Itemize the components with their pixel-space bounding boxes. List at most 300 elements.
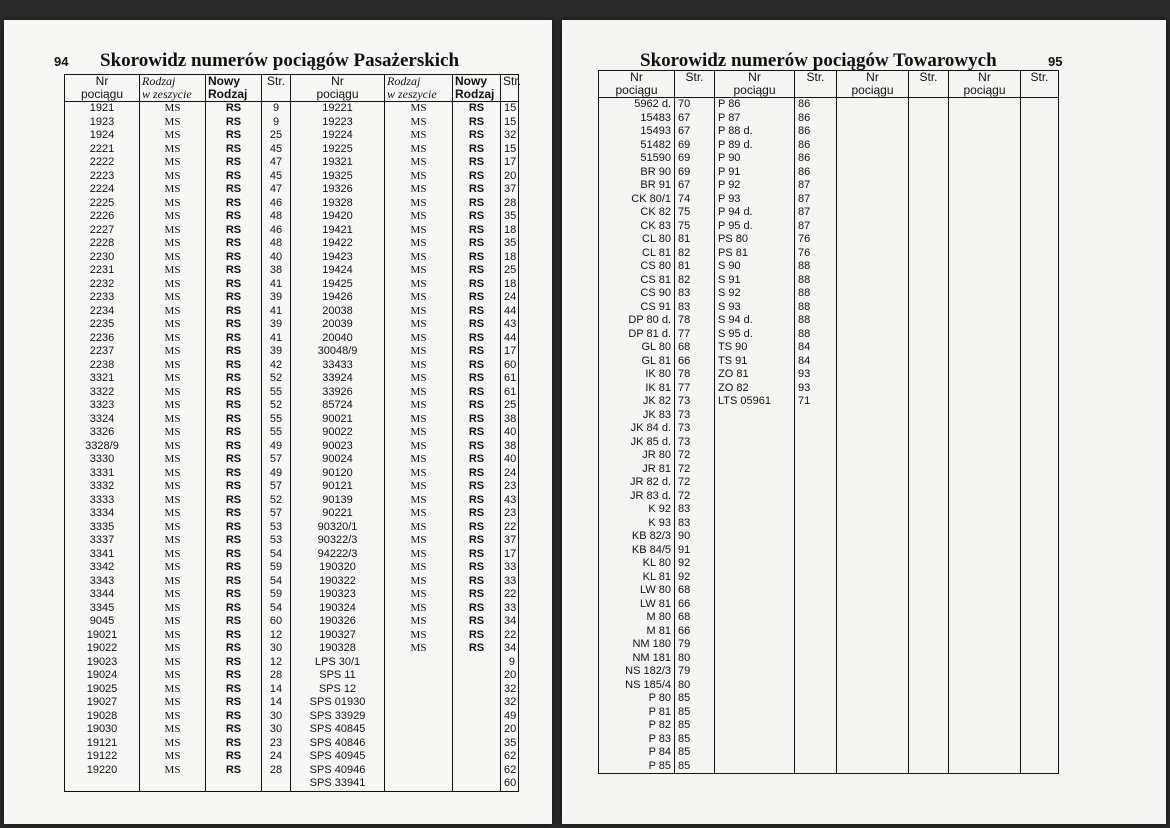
cell-rodzaj: MS [140,494,206,508]
cell-nr-3 [837,598,909,612]
cell-nr-2: 19420 [291,210,385,224]
cell-str-4 [1021,503,1059,517]
cell-nr-4 [949,571,1021,585]
cell-nr-4 [949,314,1021,328]
cell-nr-2: 19421 [291,224,385,238]
cell-nr-3 [837,760,909,774]
cell-str-2 [795,503,837,517]
table-row [599,260,1059,274]
cell-nowy-rodzaj-2: RS [453,494,501,508]
cell-nr: CL 81 [599,247,675,261]
cell-nr-2 [715,449,795,463]
cell-nr-3 [837,328,909,342]
cell-nowy-rodzaj-2: RS [453,156,501,170]
table-row [599,247,1059,261]
cell-nr-2 [715,503,795,517]
cell-nowy-rodzaj-2: RS [453,426,501,440]
cell-str: 12 [262,656,291,670]
cell-nr-2 [715,557,795,571]
cell-nr: 3337 [65,534,140,548]
cell-nr: M 81 [599,625,675,639]
table-row [599,139,1059,153]
cell-nr: LW 81 [599,598,675,612]
cell-nr-3 [837,625,909,639]
cell-nr-2: SPS 11 [291,669,385,683]
cell-str-2: 93 [795,368,837,382]
cell-str-2: 87 [795,179,837,193]
cell-nowy-rodzaj-2 [453,710,501,724]
cell-str: 72 [675,449,715,463]
cell-nr-4 [949,139,1021,153]
cell-nr: 2233 [65,291,140,305]
cell-str-2: 33 [501,575,519,589]
cell-nr: P 82 [599,719,675,733]
cell-rodzaj-2: MS [385,318,453,332]
cell-nr: 51482 [599,139,675,153]
cell-str-3 [909,719,949,733]
cell-nowy-rodzaj-2 [453,737,501,751]
cell-nr-2: 85724 [291,399,385,413]
cell-nowy-rodzaj-2: RS [453,291,501,305]
cell-str-2: 76 [795,233,837,247]
cell-nowy-rodzaj-2: RS [453,345,501,359]
cell-rodzaj: MS [140,237,206,251]
cell-nowy-rodzaj: RS [206,480,262,494]
cell-rodzaj: MS [140,764,206,778]
cell-nowy-rodzaj-2: RS [453,399,501,413]
cell-nr-2: P 86 [715,98,795,112]
cell-nr-2: P 89 d. [715,139,795,153]
cell-str-4 [1021,382,1059,396]
cell-nr-2: 90320/1 [291,521,385,535]
cell-nr-2: ZO 82 [715,382,795,396]
cell-rodzaj: MS [140,426,206,440]
table-row [599,125,1059,139]
cell-str: 66 [675,355,715,369]
cell-nowy-rodzaj-2: RS [453,129,501,143]
table-row [599,193,1059,207]
table-row [65,278,519,292]
cell-str-3 [909,409,949,423]
header-rodzaj: Rodzaj w zeszycie [140,75,206,102]
table-row [599,409,1059,423]
cell-str: 48 [262,210,291,224]
header-nr-4: Nr pociągu [949,71,1021,98]
cell-nr-2: SPS 40945 [291,750,385,764]
cell-rodzaj-2: MS [385,386,453,400]
cell-nr-4 [949,355,1021,369]
cell-nr-4 [949,260,1021,274]
cell-nr-2: 190328 [291,642,385,656]
cell-str: 67 [675,125,715,139]
cell-str-4 [1021,139,1059,153]
cell-str-2: 44 [501,305,519,319]
cell-nowy-rodzaj-2: RS [453,386,501,400]
cell-str-3 [909,436,949,450]
cell-str-3 [909,557,949,571]
cell-nr: 2225 [65,197,140,211]
cell-nowy-rodzaj: RS [206,521,262,535]
cell-nr-3 [837,179,909,193]
cell-nr: 1924 [65,129,140,143]
cell-str: 73 [675,422,715,436]
cell-str-4 [1021,409,1059,423]
cell-nowy-rodzaj: RS [206,129,262,143]
cell-nr: JR 83 d. [599,490,675,504]
cell-nowy-rodzaj: RS [206,534,262,548]
cell-str-3 [909,247,949,261]
cell-str-2 [795,490,837,504]
table-row [599,598,1059,612]
cell-nowy-rodzaj: RS [206,764,262,778]
table-row [65,426,519,440]
cell-nr: 3326 [65,426,140,440]
cell-rodzaj-2: MS [385,480,453,494]
cell-nr-2: SPS 40946 [291,764,385,778]
cell-rodzaj-2: MS [385,561,453,575]
cell-str-4 [1021,652,1059,666]
cell-nr-2: S 94 d. [715,314,795,328]
cell-str-4 [1021,274,1059,288]
cell-nr-3 [837,233,909,247]
cell-rodzaj: MS [140,359,206,373]
cell-str-3 [909,638,949,652]
cell-str: 55 [262,426,291,440]
cell-str-2: 88 [795,314,837,328]
cell-str-3 [909,625,949,639]
cell-nr-3 [837,409,909,423]
passenger-trains-table [64,74,522,792]
cell-str: 48 [262,237,291,251]
cell-nr-4 [949,665,1021,679]
cell-str-2: 60 [501,359,519,373]
table-row [65,507,519,521]
cell-nowy-rodzaj: RS [206,386,262,400]
cell-str-3 [909,665,949,679]
cell-nr-2: S 93 [715,301,795,315]
cell-nowy-rodzaj: RS [206,332,262,346]
cell-nr: 3330 [65,453,140,467]
cell-nr: 19121 [65,737,140,751]
cell-str-4 [1021,112,1059,126]
cell-nr: 2224 [65,183,140,197]
cell-str: 69 [675,166,715,180]
cell-nowy-rodzaj-2: RS [453,453,501,467]
cell-nr-2 [715,719,795,733]
cell-nr-4 [949,368,1021,382]
cell-nr: JK 84 d. [599,422,675,436]
cell-nr-4 [949,193,1021,207]
cell-str-4 [1021,746,1059,760]
cell-str-2: 61 [501,372,519,386]
cell-str-2: 88 [795,274,837,288]
cell-str-2: 76 [795,247,837,261]
cell-rodzaj: MS [140,399,206,413]
cell-str-2: 17 [501,156,519,170]
cell-str-2: 22 [501,588,519,602]
cell-nr-2 [715,530,795,544]
cell-rodzaj: MS [140,696,206,710]
cell-rodzaj: MS [140,251,206,265]
cell-nowy-rodzaj: RS [206,278,262,292]
cell-nr-4 [949,98,1021,112]
cell-rodzaj: MS [140,305,206,319]
table-row [65,183,519,197]
cell-str-2: 34 [501,615,519,629]
cell-str-3 [909,260,949,274]
cell-rodzaj-2: MS [385,507,453,521]
cell-nr-2: P 88 d. [715,125,795,139]
cell-nr-3 [837,98,909,112]
table-row [599,746,1059,760]
cell-str-2: 86 [795,166,837,180]
cell-rodzaj: MS [140,683,206,697]
cell-nr-4 [949,598,1021,612]
cell-nr-3 [837,638,909,652]
cell-nowy-rodzaj: RS [206,750,262,764]
cell-nowy-rodzaj: RS [206,291,262,305]
cell-str-4 [1021,679,1059,693]
table-row [599,665,1059,679]
cell-str-4 [1021,355,1059,369]
cell-str: 49 [262,467,291,481]
table-row [599,611,1059,625]
cell-rodzaj-2: MS [385,453,453,467]
cell-str: 75 [675,206,715,220]
cell-rodzaj-2: MS [385,372,453,386]
cell-str-2 [795,557,837,571]
table-row [65,440,519,454]
cell-rodzaj: MS [140,521,206,535]
cell-nr-4 [949,557,1021,571]
cell-nr: IK 80 [599,368,675,382]
cell-str-4 [1021,422,1059,436]
cell-str-4 [1021,341,1059,355]
cell-str: 66 [675,625,715,639]
cell-str: 54 [262,575,291,589]
cell-nr-2: 19325 [291,170,385,184]
cell-str-2: 35 [501,737,519,751]
cell-str-2 [795,625,837,639]
table-row [599,328,1059,342]
cell-nowy-rodzaj: RS [206,669,262,683]
cell-nr: 19030 [65,723,140,737]
cell-rodzaj: MS [140,156,206,170]
cell-str-3 [909,139,949,153]
cell-str: 59 [262,588,291,602]
cell-nr: 19025 [65,683,140,697]
table-row [65,480,519,494]
cell-rodzaj-2: MS [385,237,453,251]
cell-str: 57 [262,480,291,494]
cell-str: 42 [262,359,291,373]
cell-nowy-rodzaj: RS [206,197,262,211]
page-number-right: 95 [1048,54,1063,69]
cell-nowy-rodzaj-2: RS [453,629,501,643]
table-row [599,206,1059,220]
cell-nr-3 [837,503,909,517]
cell-nr-3 [837,314,909,328]
cell-str-4 [1021,395,1059,409]
cell-str: 38 [262,264,291,278]
cell-nr-3 [837,692,909,706]
cell-str: 73 [675,436,715,450]
cell-rodzaj: MS [140,102,206,116]
cell-str-4 [1021,152,1059,166]
cell-nowy-rodzaj: RS [206,318,262,332]
cell-nr: NM 180 [599,638,675,652]
cell-nowy-rodzaj-2: RS [453,480,501,494]
cell-str: 68 [675,341,715,355]
cell-rodzaj-2: MS [385,534,453,548]
cell-nr: 3342 [65,561,140,575]
cell-nr-4 [949,692,1021,706]
cell-nr-2: SPS 33929 [291,710,385,724]
cell-nr-4 [949,544,1021,558]
cell-nowy-rodzaj: RS [206,548,262,562]
cell-str-2 [795,760,837,774]
cell-str-4 [1021,557,1059,571]
table-row [599,530,1059,544]
cell-str-3 [909,598,949,612]
cell-nr-2: 190326 [291,615,385,629]
cell-nowy-rodzaj: RS [206,251,262,265]
cell-nr-4 [949,463,1021,477]
cell-str-4 [1021,571,1059,585]
cell-str-3 [909,233,949,247]
cell-nowy-rodzaj-2: RS [453,372,501,386]
cell-str: 47 [262,156,291,170]
cell-rodzaj: MS [140,264,206,278]
header-nr: Nr pociągu [65,75,140,102]
cell-str-2 [795,706,837,720]
cell-str: 46 [262,224,291,238]
cell-nr-2: 90322/3 [291,534,385,548]
cell-nowy-rodzaj-2: RS [453,183,501,197]
cell-str-3 [909,220,949,234]
cell-str-2: 62 [501,750,519,764]
cell-nowy-rodzaj: RS [206,453,262,467]
cell-str-2 [795,463,837,477]
table-row [599,638,1059,652]
table-row [65,683,519,697]
cell-str-2: 86 [795,98,837,112]
cell-nowy-rodzaj: RS [206,183,262,197]
cell-nr-2: SPS 33941 [291,777,385,791]
cell-nr-2 [715,476,795,490]
cell-nr-2: P 93 [715,193,795,207]
cell-str: 81 [675,233,715,247]
cell-str-2: 37 [501,534,519,548]
cell-nr: P 85 [599,760,675,774]
cell-nr-4 [949,517,1021,531]
cell-str-2: 22 [501,629,519,643]
cell-nr: 2231 [65,264,140,278]
cell-str: 69 [675,139,715,153]
table-row [65,102,519,116]
cell-str-2: 18 [501,278,519,292]
cell-str-3 [909,368,949,382]
cell-nr-3 [837,611,909,625]
cell-rodzaj: MS [140,561,206,575]
cell-str: 67 [675,179,715,193]
table-row [65,224,519,238]
cell-nr-4 [949,436,1021,450]
cell-nr-2: 19221 [291,102,385,116]
cell-nr-3 [837,301,909,315]
cell-nr-4 [949,112,1021,126]
cell-nowy-rodzaj: RS [206,224,262,238]
page-title-left: Skorowidz numerów pociągów Pasażerskich [100,50,460,71]
cell-rodzaj-2: MS [385,210,453,224]
cell-str: 72 [675,476,715,490]
cell-str: 9 [262,116,291,130]
cell-nr-2: P 90 [715,152,795,166]
table-row [599,368,1059,382]
cell-rodzaj-2: MS [385,102,453,116]
cell-nowy-rodzaj-2: RS [453,588,501,602]
cell-str: 85 [675,733,715,747]
cell-nr-4 [949,341,1021,355]
cell-nr-3 [837,152,909,166]
cell-rodzaj: MS [140,642,206,656]
table-row [599,301,1059,315]
cell-nr: 2236 [65,332,140,346]
cell-rodzaj-2: MS [385,305,453,319]
header-nr: Nr pociągu [599,71,675,98]
cell-str: 53 [262,534,291,548]
cell-nr: CS 90 [599,287,675,301]
cell-str: 83 [675,517,715,531]
cell-nr-2: LTS 05961 [715,395,795,409]
cell-nowy-rodzaj-2 [453,683,501,697]
table-row [599,422,1059,436]
table-row [65,305,519,319]
cell-nr-4 [949,611,1021,625]
cell-str: 70 [675,98,715,112]
cell-nr: M 80 [599,611,675,625]
cell-nr: 1923 [65,116,140,130]
cell-nr: 3321 [65,372,140,386]
header-str: Str. [675,71,715,98]
header-str-2: Str. [501,75,519,102]
cell-str-2: 24 [501,291,519,305]
cell-nowy-rodzaj: RS [206,264,262,278]
cell-nr: 2237 [65,345,140,359]
cell-str: 30 [262,723,291,737]
table-row [599,652,1059,666]
cell-nowy-rodzaj: RS [206,710,262,724]
cell-str-4 [1021,530,1059,544]
cell-str: 67 [675,112,715,126]
cell-str-4 [1021,706,1059,720]
cell-nr: 2221 [65,143,140,157]
cell-str-2 [795,517,837,531]
cell-nowy-rodzaj-2: RS [453,237,501,251]
cell-str-2: 17 [501,548,519,562]
cell-str-2 [795,746,837,760]
table-row [599,517,1059,531]
cell-rodzaj-2 [385,764,453,778]
cell-nr-2 [715,490,795,504]
cell-nr: 19027 [65,696,140,710]
cell-str-4 [1021,692,1059,706]
cell-rodzaj: MS [140,386,206,400]
cell-rodzaj-2: MS [385,183,453,197]
cell-rodzaj-2: MS [385,224,453,238]
cell-rodzaj-2: MS [385,156,453,170]
table-row [65,318,519,332]
